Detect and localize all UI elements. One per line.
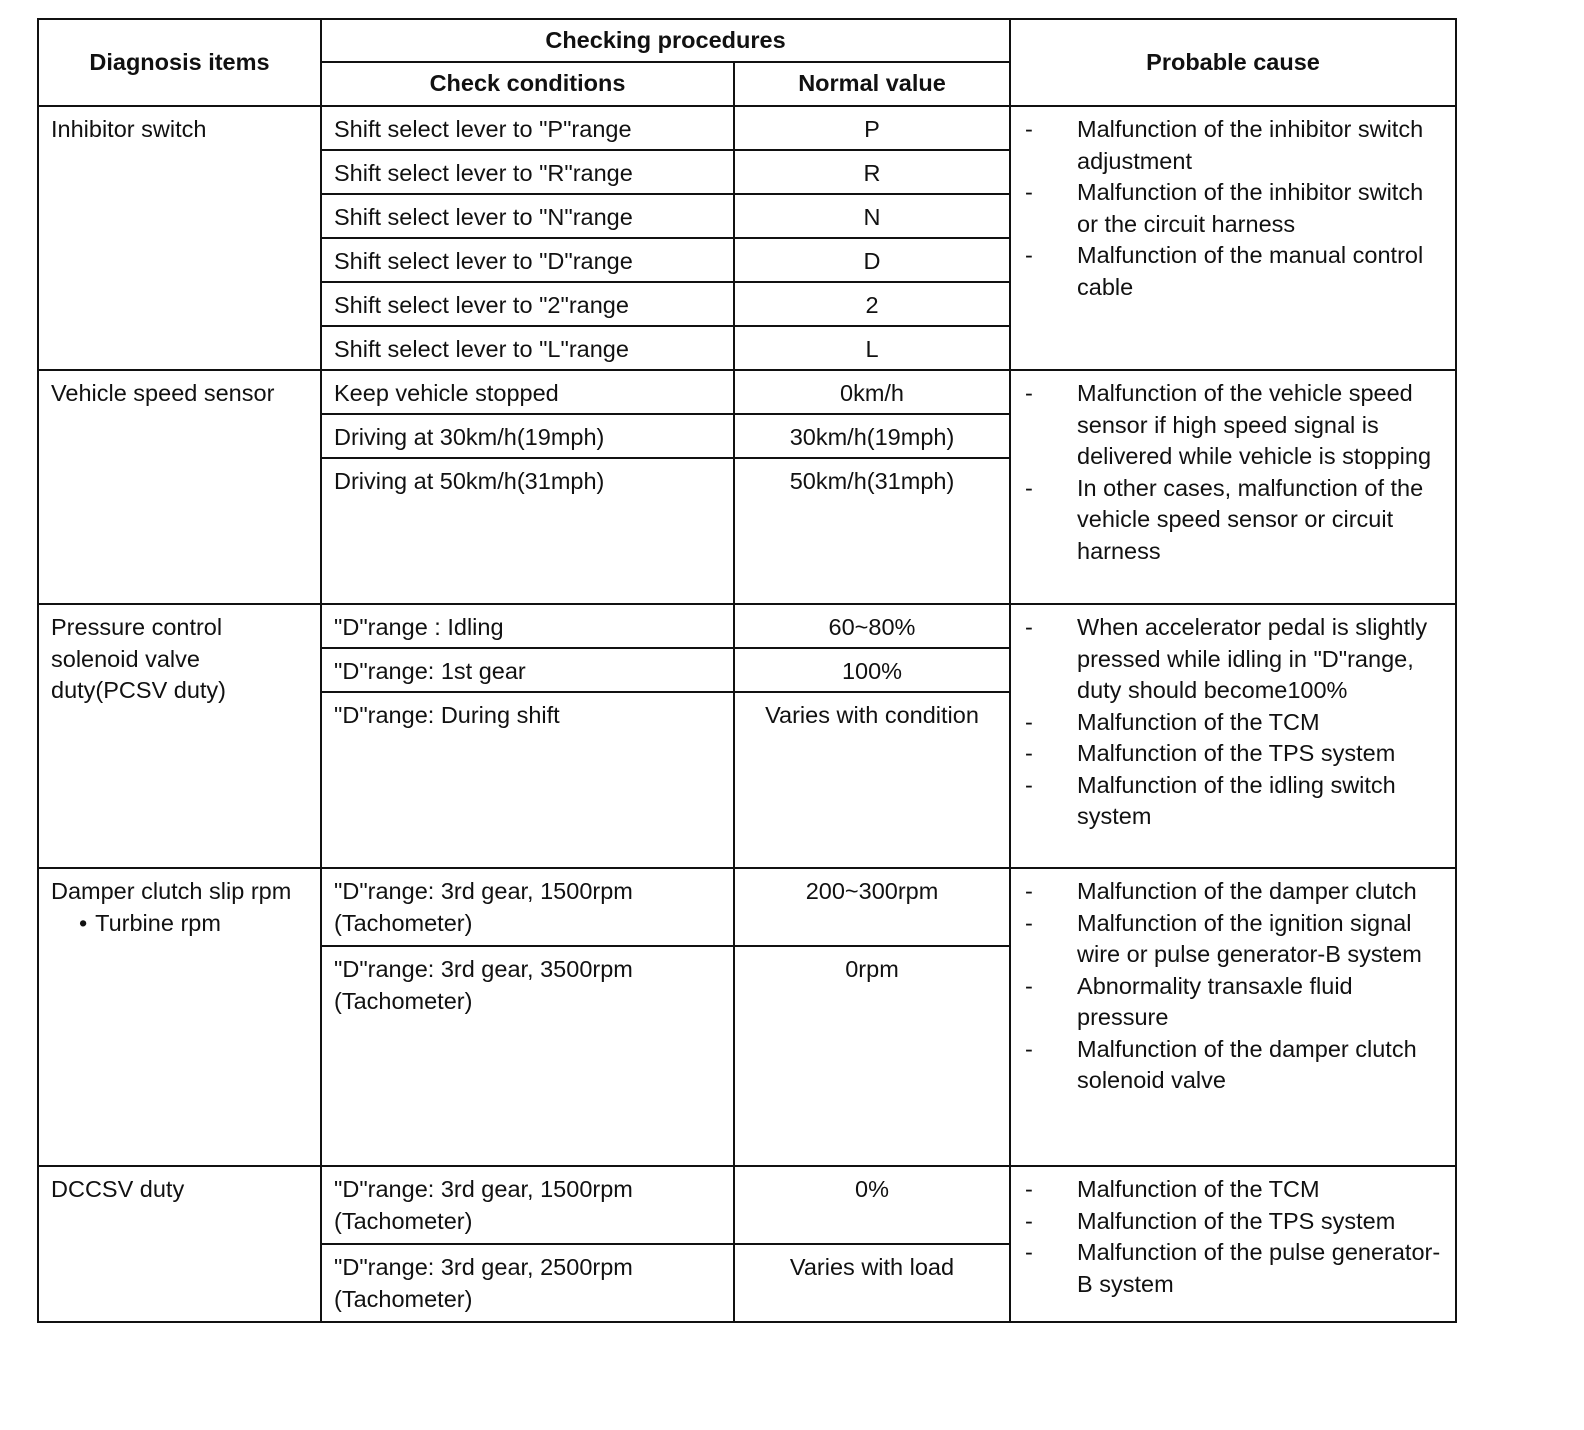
diagnosis-subitem: • Turbine rpm bbox=[51, 908, 308, 940]
check-condition: "D"range: 3rd gear, 1500rpm (Tachometer) bbox=[321, 868, 734, 946]
check-condition: "D"range : Idling bbox=[321, 604, 734, 648]
check-condition: Driving at 50km/h(31mph) bbox=[321, 458, 734, 604]
check-condition: Shift select lever to "N"range bbox=[321, 194, 734, 238]
check-condition: "D"range: 3rd gear, 1500rpm (Tachometer) bbox=[321, 1166, 734, 1244]
normal-value: 50km/h(31mph) bbox=[734, 458, 1010, 604]
cause-item: - Malfunction of the TPS system bbox=[1025, 740, 1396, 766]
check-condition: Keep vehicle stopped bbox=[321, 370, 734, 414]
table-row bbox=[38, 370, 1456, 414]
check-condition: "D"range: 3rd gear, 2500rpm (Tachometer) bbox=[321, 1244, 734, 1322]
diagnosis-item: Damper clutch slip rpm bbox=[51, 878, 292, 904]
cause-item: - Abnormality transaxle fluid pressure bbox=[1025, 972, 1353, 1030]
check-condition: "D"range: During shift bbox=[321, 692, 734, 868]
cause-item: - Malfunction of the idling switch system bbox=[1025, 771, 1396, 829]
cause-item: - Malfunction of the inhibitor switch adjustment bbox=[1025, 116, 1424, 174]
table-row bbox=[38, 868, 1456, 946]
cause-item: - Malfunction of the vehicle speed sensor if high speed signal is delivered while vehicle is stopping bbox=[1025, 380, 1432, 469]
check-condition: Driving at 30km/h(19mph) bbox=[321, 414, 734, 458]
check-condition: Shift select lever to "L"range bbox=[321, 326, 734, 370]
cause-item: - Malfunction of the TCM bbox=[1025, 1176, 1320, 1202]
check-condition: Shift select lever to "R"range bbox=[321, 150, 734, 194]
probable-cause-cell bbox=[1010, 106, 1456, 370]
header-probable-cause: Probable cause bbox=[1010, 19, 1456, 106]
probable-cause-cell bbox=[1010, 1166, 1456, 1322]
cause-item: - Malfunction of the TPS system bbox=[1025, 1207, 1396, 1234]
diagnosis-item-cell bbox=[38, 868, 321, 1166]
check-condition: Shift select lever to "2"range bbox=[321, 282, 734, 326]
normal-value: 60~80% bbox=[734, 604, 1010, 648]
probable-cause-cell bbox=[1010, 604, 1456, 868]
diagnosis-item: Vehicle speed sensor bbox=[38, 370, 321, 604]
probable-cause-cell bbox=[1010, 868, 1456, 1166]
normal-value: L bbox=[734, 326, 1010, 370]
cause-item: - Malfunction of the damper clutch bbox=[1025, 878, 1417, 904]
normal-value: 2 bbox=[734, 282, 1010, 326]
cause-item: - When accelerator pedal is slightly pressed while idling in "D"range, duty should become100% bbox=[1025, 614, 1428, 703]
check-condition: Shift select lever to "P"range bbox=[321, 106, 734, 150]
normal-value: 100% bbox=[734, 648, 1010, 692]
check-condition: "D"range: 3rd gear, 3500rpm (Tachometer) bbox=[321, 946, 734, 1166]
probable-cause-cell bbox=[1010, 370, 1456, 604]
cause-item: - Malfunction of the damper clutch solenoid valve bbox=[1025, 1035, 1417, 1093]
diagnosis-table bbox=[37, 18, 1457, 1323]
cause-item: - Malfunction of the pulse generator-B system bbox=[1025, 1239, 1441, 1297]
cause-item: - In other cases, malfunction of the vehicle speed sensor or circuit harness bbox=[1025, 474, 1424, 564]
cause-item: - Malfunction of the TCM bbox=[1025, 708, 1320, 735]
normal-value: R bbox=[734, 150, 1010, 194]
normal-value: 0rpm bbox=[734, 946, 1010, 1166]
normal-value: Varies with load bbox=[734, 1244, 1010, 1322]
table-row bbox=[38, 1166, 1456, 1244]
bullet-icon: • bbox=[79, 909, 88, 936]
normal-value: P bbox=[734, 106, 1010, 150]
table-row bbox=[38, 106, 1456, 150]
normal-value: N bbox=[734, 194, 1010, 238]
diagnosis-item: DCCSV duty bbox=[38, 1166, 321, 1322]
header-diagnosis-items: Diagnosis items bbox=[38, 19, 321, 106]
normal-value: 0km/h bbox=[734, 370, 1010, 414]
cause-item: - Malfunction of the inhibitor switch or the circuit harness bbox=[1025, 179, 1424, 237]
normal-value: 0% bbox=[734, 1166, 1010, 1244]
cause-item: - Malfunction of the ignition signal wire or pulse generator-B system bbox=[1025, 909, 1422, 967]
check-condition: Shift select lever to "D"range bbox=[321, 238, 734, 282]
diagnosis-item: Inhibitor switch bbox=[38, 106, 321, 370]
header-normal-value: Normal value bbox=[734, 62, 1010, 106]
normal-value: D bbox=[734, 238, 1010, 282]
header-checking-procedures: Checking procedures bbox=[321, 19, 1010, 62]
normal-value: 200~300rpm bbox=[734, 868, 1010, 946]
check-condition: "D"range: 1st gear bbox=[321, 648, 734, 692]
table-row bbox=[38, 604, 1456, 648]
diagnosis-item: Pressure control solenoid valve duty(PCSV duty) bbox=[38, 604, 321, 868]
normal-value: 30km/h(19mph) bbox=[734, 414, 1010, 458]
header-check-conditions: Check conditions bbox=[321, 62, 734, 106]
normal-value: Varies with condition bbox=[734, 692, 1010, 868]
cause-item: - Malfunction of the manual control cable bbox=[1025, 242, 1424, 300]
